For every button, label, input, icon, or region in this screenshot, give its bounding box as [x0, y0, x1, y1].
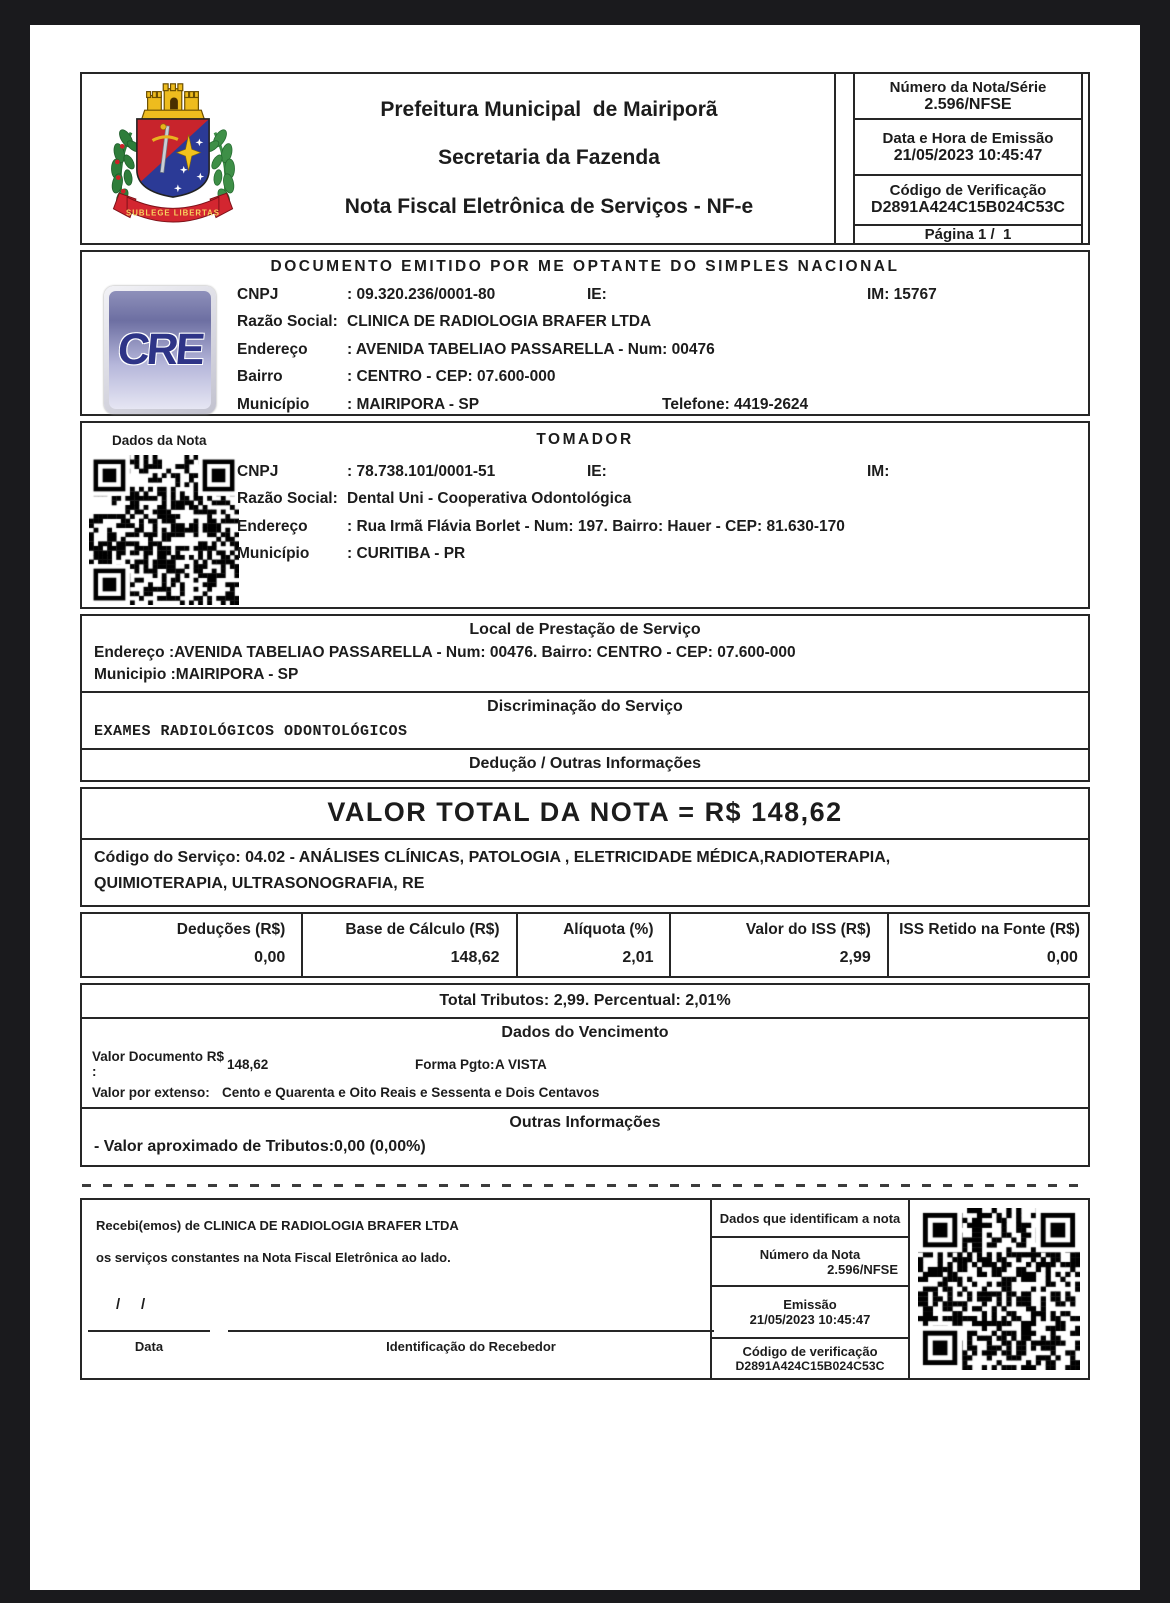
local-municipio: Municipio :MAIRIPORA - SP	[94, 666, 299, 683]
signature-line-data	[88, 1330, 210, 1354]
ident-numero-value: 2.596/NFSE	[827, 1261, 898, 1277]
prestador-section	[80, 250, 1090, 416]
prestador-ie: IE:	[587, 285, 607, 303]
tax-header: ISS Retido na Fonte (R$)	[899, 921, 1080, 938]
prestador-endereco-label: Endereço	[237, 340, 308, 358]
valor-documento-value: 148,62	[227, 1056, 269, 1072]
valor-documento-label: Valor Documento R$ :	[92, 1049, 225, 1079]
tax-header: Alíquota (%)	[563, 921, 654, 938]
valor-extenso-value: Cento e Quarenta e Oito Reais e Sessenta e Dois Centavos	[222, 1085, 600, 1100]
discriminacao-title: Discriminação do Serviço	[487, 698, 683, 715]
outras-informacoes-title: Outras Informações	[509, 1114, 661, 1131]
prestador-bairro-label: Bairro	[237, 368, 283, 386]
data-label: Data	[134, 1339, 164, 1354]
forma-pgto-value: A VISTA	[495, 1056, 547, 1072]
nota-numero-label: Número da Nota/Série	[889, 78, 1047, 96]
header-section	[80, 72, 1090, 245]
tax-value: 2,99	[839, 949, 871, 966]
vencimento-valor-row	[82, 1046, 1088, 1082]
cre-logo	[104, 286, 216, 414]
tax-col-aliquota	[518, 914, 672, 976]
tax-value: 148,62	[450, 949, 500, 966]
tax-header: Base de Cálculo (R$)	[345, 921, 500, 938]
tomador-razao-row	[237, 486, 1088, 514]
ident-codigo-label: Código de verificação	[742, 1344, 878, 1359]
ident-numero-label: Número da Nota	[759, 1246, 861, 1262]
ident-numero-cell	[712, 1238, 908, 1287]
prestador-municipio-value: : MAIRIPORA - SP	[347, 395, 480, 413]
recibo-date-slashes: / /	[116, 1296, 146, 1313]
signature-line-recebedor	[228, 1330, 714, 1354]
ident-codigo-value: D2891A424C15B024C53C	[735, 1359, 885, 1373]
tomador-razao-label: Razão Social:	[237, 490, 338, 508]
prestador-razao-value: CLINICA DE RADIOLOGIA BRAFER LTDA	[347, 313, 652, 331]
tax-col-iss-retido	[889, 914, 1088, 976]
prestador-bairro-row	[237, 364, 1088, 392]
tomador-cnpj-label: CNPJ	[237, 462, 279, 480]
forma-pgto-label: Forma Pgto:	[415, 1056, 495, 1072]
tomador-im: IM:	[867, 462, 890, 480]
prestador-municipio-label: Município	[237, 395, 310, 413]
valor-total-section	[80, 787, 1090, 907]
tax-value: 0,00	[254, 949, 286, 966]
pagina-cell	[855, 226, 1081, 243]
header-title-prefeitura: Prefeitura Municipal de Mairiporã	[380, 98, 718, 122]
prestador-bairro-value: : CENTRO - CEP: 07.600-000	[347, 368, 556, 386]
tax-value: 0,00	[1046, 949, 1078, 966]
local-prestacao-title: Local de Prestação de Serviço	[469, 621, 701, 638]
prestador-telefone: Telefone: 4419-2624	[662, 395, 809, 413]
valor-extenso-label: Valor por extenso:	[92, 1085, 210, 1100]
codigo-servico-line2: QUIMIOTERAPIA, ULTRASONOGRAFIA, RE	[94, 875, 425, 892]
verificacao-cell	[855, 176, 1081, 226]
emissao-cell	[855, 120, 1081, 175]
tax-col-iss	[671, 914, 888, 976]
tomador-ie: IE:	[587, 462, 607, 480]
emissao-value: 21/05/2023 10:45:47	[893, 146, 1043, 164]
tomador-endereco-label: Endereço	[237, 517, 308, 535]
discriminacao-text: EXAMES RADIOLÓGICOS ODONTOLÓGICOS	[94, 723, 408, 740]
receipt-qr-code	[918, 1208, 1080, 1370]
tomador-title: TOMADOR	[536, 431, 634, 448]
ident-codigo-cell	[712, 1339, 908, 1378]
valor-total-text: VALOR TOTAL DA NOTA = R$ 148,62	[327, 797, 843, 827]
tomador-municipio-label: Município	[237, 545, 310, 563]
tomador-razao-value: Dental Uni - Cooperativa Odontológica	[347, 490, 632, 508]
municipal-coat-of-arms	[82, 74, 264, 243]
verificacao-label: Código de Verificação	[889, 182, 1047, 200]
cre-logo-text: CRE	[115, 325, 204, 374]
recibo-line2: os serviços constantes na Nota Fiscal Eletrônica ao lado.	[96, 1250, 451, 1265]
tomador-endereco-value: : Rua Irmã Flávia Borlet - Num: 197. Bairro: Hauer - CEP: 81.630-170	[347, 517, 845, 535]
ident-emissao-cell	[712, 1287, 908, 1339]
codigo-servico-line1: Código do Serviço: 04.02 - ANÁLISES CLÍNICAS, PATOLOGIA , ELETRICIDADE MÉDICA,RADIOTERAPIA,	[94, 849, 891, 866]
prestador-cnpj-label: CNPJ	[237, 285, 279, 303]
servico-section	[80, 614, 1090, 782]
coat-motto: SUBLEGE LIBERTAS	[126, 208, 220, 218]
prestador-razao-row	[237, 309, 1088, 337]
vencimento-title: Dados do Vencimento	[501, 1024, 669, 1041]
header-title-secretaria: Secretaria da Fazenda	[438, 146, 660, 170]
pagina-value: Página 1 / 1	[924, 226, 1012, 243]
prestador-cnpj-row	[237, 281, 1088, 309]
receipt-left	[82, 1200, 712, 1378]
simples-nacional-banner: DOCUMENTO EMITIDO POR ME OPTANTE DO SIMPLES NACIONAL	[270, 258, 900, 275]
tomador-cnpj-value: : 78.738.101/0001-51	[347, 462, 496, 480]
recibo-line1: Recebi(emos) de CLINICA DE RADIOLOGIA BRAFER LTDA	[96, 1218, 459, 1233]
tax-col-base	[303, 914, 517, 976]
tax-table	[80, 912, 1090, 978]
prestador-endereco-row	[237, 336, 1088, 364]
tax-header: Deduções (R$)	[176, 921, 286, 938]
prestador-razao-label: Razão Social:	[237, 313, 338, 331]
totais-section	[80, 983, 1090, 1167]
tax-header: Valor do ISS (R$)	[745, 921, 871, 938]
tax-value: 2,01	[622, 949, 654, 966]
outras-informacoes-line: - Valor aproximado de Tributos:0,00 (0,00%)	[94, 1138, 426, 1155]
tomador-section	[80, 421, 1090, 609]
vencimento-extenso-row	[82, 1082, 1088, 1107]
cut-line	[82, 1184, 1088, 1187]
header-left	[82, 74, 836, 243]
tomador-municipio-row	[237, 541, 1088, 569]
prestador-cnpj-value: : 09.320.236/0001-80	[347, 285, 496, 303]
tomador-qr-code	[89, 455, 239, 605]
tomador-cnpj-row	[237, 458, 1088, 486]
header-title-nfe: Nota Fiscal Eletrônica de Serviços - NF-e	[344, 194, 754, 218]
recebedor-label: Identificação do Recebedor	[386, 1339, 556, 1354]
ident-header-label: Dados que identificam a nota	[719, 1210, 901, 1226]
tax-col-deducoes	[82, 914, 303, 976]
total-tributos: Total Tributos: 2,99. Percentual: 2,01%	[439, 992, 731, 1009]
emissao-label: Data e Hora de Emissão	[882, 129, 1054, 147]
tomador-endereco-row	[237, 513, 1088, 541]
ident-emissao-value: 21/05/2023 10:45:47	[749, 1312, 871, 1327]
receipt-stub	[80, 1198, 1090, 1380]
nota-numero-value: 2.596/NFSE	[924, 95, 1012, 113]
verificacao-value: D2891A424C15B024C53C	[871, 199, 1065, 217]
tomador-municipio-value: : CURITIBA - PR	[347, 545, 466, 563]
coat-of-arms-icon	[90, 79, 256, 239]
receipt-ident-column	[712, 1200, 910, 1378]
dados-da-nota-label: Dados da Nota	[112, 433, 207, 448]
deducao-title: Dedução / Outras Informações	[468, 755, 702, 772]
prestador-municipio-row	[237, 391, 1088, 419]
prestador-endereco-value: : AVENIDA TABELIAO PASSARELLA - Num: 00476	[347, 340, 715, 358]
header-right-column	[836, 74, 1088, 243]
ident-header-cell	[712, 1200, 908, 1238]
local-endereco: Endereço :AVENIDA TABELIAO PASSARELLA - Num: 00476. Bairro: CENTRO - CEP: 07.600-000	[94, 644, 796, 661]
invoice-page	[30, 25, 1140, 1590]
prestador-im: IM: 15767	[867, 285, 937, 303]
ident-emissao-label: Emissão	[783, 1297, 837, 1312]
nota-numero-cell	[855, 74, 1081, 120]
